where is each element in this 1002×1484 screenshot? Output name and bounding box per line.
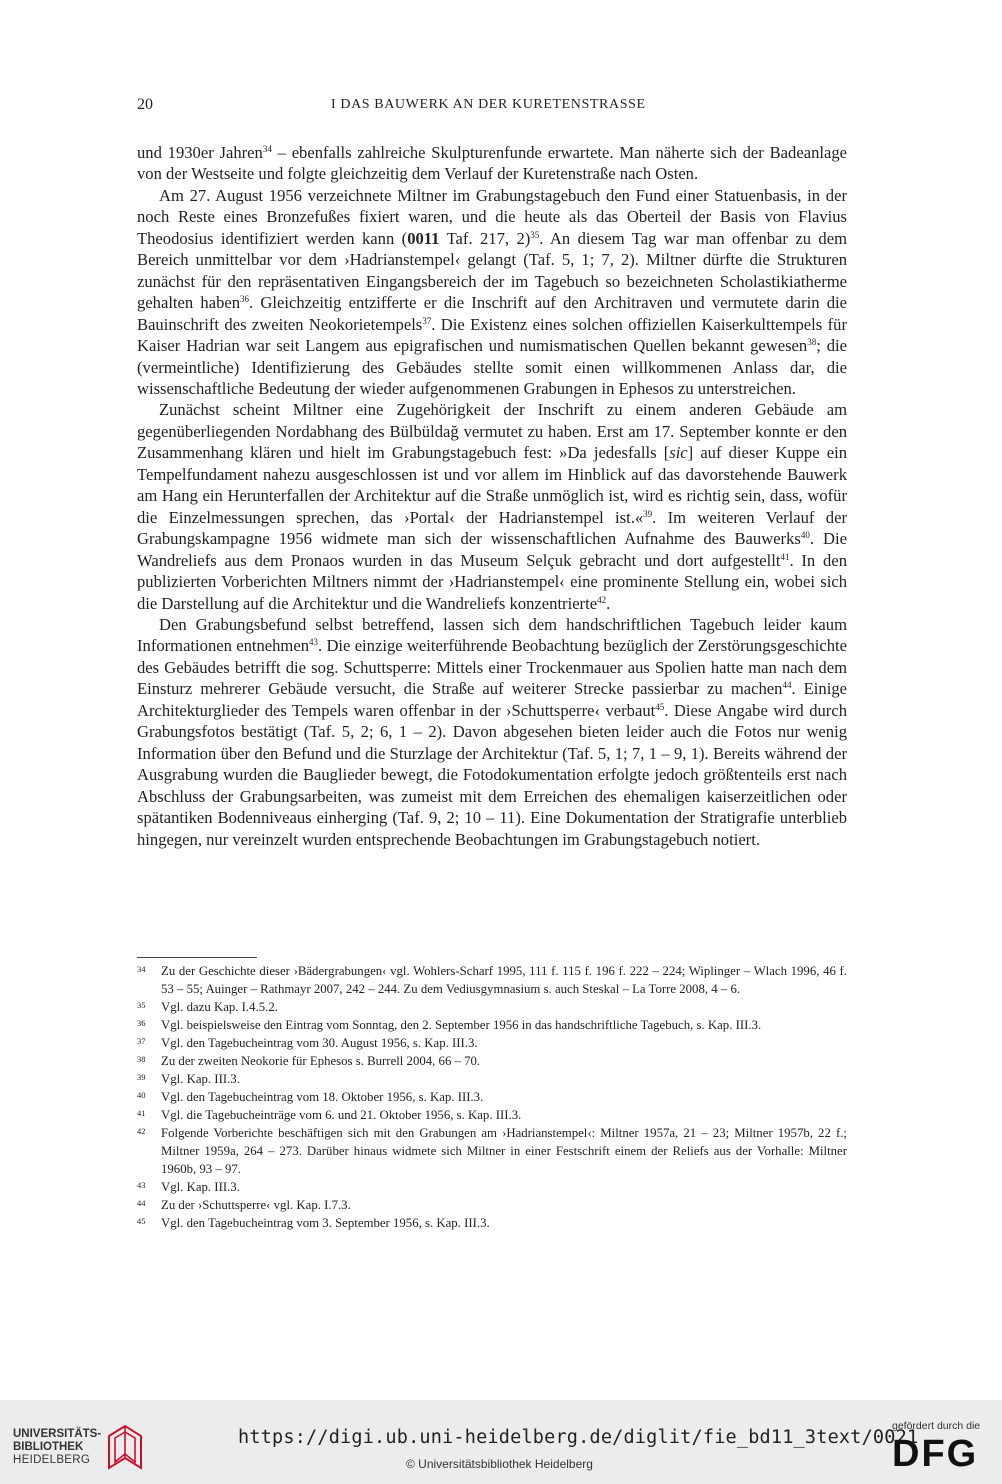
running-header: [137, 96, 847, 118]
text-run: Taf. 217, 2): [439, 228, 531, 248]
footnote-number: 35: [137, 1000, 146, 1010]
footnote-reference[interactable]: 45: [655, 701, 665, 712]
text-run: . An diesem Tag war man offenbar zu dem Bereich unmittelbar vor dem ›Hadrianstempel‹ gelangt (Taf. 5, 1; 7, 2). Miltner dürfte die Strukturen zunächst für den repräsentativen Eingangsbereich der im Tagebuch so bezeichneten Scholastikiatherme gehalten haben: [137, 228, 847, 313]
footnote-number: 36: [137, 1018, 146, 1028]
funder-tagline: gefördert durch die: [892, 1420, 981, 1432]
footnote-text: Vgl. den Tagebucheintrag vom 18. Oktober 1956, s. Kap. III.3.: [161, 1090, 484, 1104]
footnote-divider: [137, 957, 257, 958]
university-library-logo[interactable]: [13, 1422, 143, 1472]
text-run: . Einige Architekturglieder des Tempels waren offenbar in der ›Schuttsperre‹ verbaut: [137, 679, 847, 720]
footnote-39: [137, 1070, 847, 1088]
footnote-text: Folgende Vorberichte beschäftigen sich mit den Grabungen am ›Hadrianstempel‹: Miltner 1957a, 21 – 23; Miltner 1957b, 22 f.; Miltner 1959a, 264 – 273. Darüber hinaus widmete sich Miltner in einer Festschrift einem der Reliefs aus der Vorhalle: Miltner 1960b, 93 – 97.: [161, 1126, 847, 1176]
page-number: 20: [137, 96, 153, 113]
footnote-reference[interactable]: 43: [309, 637, 319, 648]
text-run: . Die Wandreliefs aus dem Pronaos wurden in das Museum Selçuk gebracht und dort aufgestellt: [137, 529, 847, 570]
footnote-reference[interactable]: 40: [800, 530, 810, 541]
library-name: UNIVERSITÄTS- BIBLIOTHEK HEIDELBERG: [13, 1428, 102, 1466]
catalogue-number: 0011: [407, 228, 440, 248]
body-paragraph: [137, 185, 847, 400]
footnote-number: 41: [137, 1108, 146, 1118]
footnote-number: 45: [137, 1216, 146, 1226]
footnote-37: [137, 1034, 847, 1052]
text-run: – ebenfalls zahlreiche Skulpturenfunde erwartete. Man näherte sich der Badeanlage von der Westseite und folgte gleichzeitig dem Verlauf der Kuretenstraße nach Osten.: [137, 143, 847, 184]
footnote-reference[interactable]: 38: [807, 337, 817, 348]
text-run: . In den publizierten Vorberichten Miltners nimmt der ›Hadrianstempel‹ eine prominente Stellung ein, wobei sich die Darstellung auf die Architektur und die Wandreliefs konzentrierte: [137, 550, 847, 613]
footnote-number: 44: [137, 1198, 146, 1208]
text-run: . Im weiteren Verlauf der Grabungskampagne 1956 widmete man sich der wissenschaftlichen Aufnahme des Bauwerks: [137, 507, 847, 549]
text-run: ; die (vermeintliche) Identifizierung des Gebäudes stellte somit einen willkommenen Anlass dar, die wissenschaftliche Bedeutung der wieder aufgenommenen Grabungen in Ephesos zu unterstreichen.: [137, 336, 848, 398]
footnote-text: Vgl. den Tagebucheintrag vom 3. September 1956, s. Kap. III.3.: [161, 1216, 490, 1230]
footnote-number: 43: [137, 1180, 146, 1190]
footnote-reference[interactable]: 36: [240, 294, 250, 305]
body-paragraph: [137, 142, 847, 185]
footnote-number: 38: [137, 1054, 146, 1064]
text-run: und 1930er Jahren: [137, 143, 263, 162]
footnote-reference[interactable]: 39: [643, 508, 653, 519]
dfg-logo[interactable]: [892, 1420, 992, 1474]
footnote-text: Vgl. dazu Kap. I.4.5.2.: [161, 1000, 278, 1014]
text-run: . Diese Angabe wird durch Grabungsfotos bestätigt (Taf. 5, 2; 6, 1 – 2). Davon abgesehen bieten leider auch die Fotos nur wenig Information über den Befund und die Sturzlage der Architektur (Taf. 5, 1; 7, 1 – 9, 1). Bereits während der Ausgrabung wurden die Bauglieder bewegt, die Fotodokumentation erfolgte jedoch größtenteils erst nach Abschluss der Grabungsarbeiten, was zumeist mit dem Erreichen des ehemaligen kaiserzeitlichen oder spätantiken Bodenniveaus einherging (Taf. 9, 2; 10 – 11). Eine Dokumentation der Stratigrafie unterblieb hingegen, nur vereinzelt wurden entsprechende Beobachtungen im Grabungstagebuch notiert.: [137, 700, 847, 849]
footnote-text: Zu der Geschichte dieser ›Bädergrabungen‹ vgl. Wohlers-Scharf 1995, 111 f. 115 f. 196 f. 222 – 224; Wiplinger – Wlach 1996, 46 f. 53 – 55; Auinger – Rathmayr 2007, 242 – 244. Zu dem Vediusgymnasium s. auch Steskal – La Torre 2008, 4 – 6.: [161, 964, 847, 996]
funder-name: DFG: [892, 1433, 979, 1475]
text-run: ] auf dieser Kuppe ein Tempelfundament nahezu ausgeschlossen ist und vor allem im Hinblick auf das davorstehende Bauwerk am Hang ein Herunterfallen der Architektur auf die Straße unmöglich ist, wird es richtig sein, dass, wofür die Einzelmessungen sprechen, das ›Portal‹ der Hadrianstempel ist.«: [137, 443, 847, 527]
footnote-45: [137, 1214, 847, 1232]
text-run: . Die Existenz eines solchen offiziellen Kaiserkulttempels für Kaiser Hadrian war seit Langem aus epigrafischen und numismatischen Quellen bekannt gewesen: [137, 314, 847, 356]
footnote-42: [137, 1124, 847, 1178]
body-paragraph: [137, 614, 847, 850]
footnote-text: Vgl. die Tagebucheinträge vom 6. und 21. Oktober 1956, s. Kap. III.3.: [161, 1108, 522, 1122]
footnote-reference[interactable]: 42: [597, 594, 607, 605]
footnote-text: Vgl. Kap. III.3.: [161, 1072, 240, 1086]
footnote-reference[interactable]: 44: [782, 680, 792, 691]
footnote-reference[interactable]: 34: [262, 144, 272, 154]
footnote-number: 39: [137, 1072, 146, 1082]
viewer-footer: [0, 1400, 1002, 1484]
footnote-text: Vgl. den Tagebucheintrag vom 30. August 1956, s. Kap. III.3.: [161, 1036, 478, 1050]
footnote-36: [137, 1016, 847, 1034]
footnote-number: 42: [137, 1126, 146, 1136]
footnote-text: Zu der ›Schuttsperre‹ vgl. Kap. I.7.3.: [161, 1198, 351, 1212]
footnote-34: [137, 962, 847, 998]
text-run: Den Grabungsbefund selbst betreffend, lassen sich dem handschriftlichen Tagebuch leider kaum Informationen entnehmen: [137, 614, 847, 656]
library-book-icon: [105, 1422, 145, 1472]
text-run: . Die einzige weiterführende Beobachtung bezüglich der Zerstörungsgeschichte des Gebäudes betrifft die sog. Schuttsperre: Mittels einer Trockenmauer aus Spolien hatte man nach dem Einsturz mehrerer Gebäude versucht, die Straße auf weiterer Strecke passierbar zu machen: [137, 636, 847, 699]
footnote-35: [137, 998, 847, 1016]
footnote-reference[interactable]: 37: [422, 315, 432, 326]
footnote-text: Zu der zweiten Neokorie für Ephesos s. Burrell 2004, 66 – 70.: [161, 1054, 481, 1068]
text-run: Zunächst scheint Miltner eine Zugehörigkeit der Inschrift zu einem anderen Gebäude am gegenüberliegenden Nordabhang des Bülbüldağ vermutet zu haben. Erst am 17. September konnte er den Zusammenhang klären und hielt im Grabungstagebuch fest: »Da jedesfalls [: [137, 400, 847, 463]
text-run: . Gleichzeitig entzifferte er die Inschrift auf den Architraven und vermutete darin die Bauinschrift des zweiten Neokorietempels: [137, 293, 847, 334]
text-run: Am 27. August 1956 verzeichnete Miltner im Grabungstagebuch den Fund einer Statuenbasis, in der noch Reste eines Bronzefußes fixiert waren, und die heute als das Oberteil der Basis von Flavius Theodosius identifiziert werden kann (: [137, 185, 847, 248]
footnote-38: [137, 1052, 847, 1070]
footnote-reference[interactable]: 35: [530, 229, 540, 240]
footnote-text: Vgl. Kap. III.3.: [161, 1180, 240, 1194]
footnotes: [137, 962, 847, 1232]
running-title: I DAS BAUWERK AN DER KURETENSTRASSE: [331, 97, 646, 112]
footnote-number: 40: [137, 1090, 146, 1100]
body-paragraph: [137, 399, 847, 614]
footnote-text: Vgl. beispielsweise den Eintrag vom Sonntag, den 2. September 1956 in das handschriftliche Tagebuch, s. Kap. III.3.: [161, 1018, 762, 1032]
footnote-number: 37: [137, 1036, 146, 1046]
copyright-notice: © Universitätsbibliothek Heidelberg: [406, 1457, 593, 1471]
text-run: .: [606, 593, 611, 613]
body-text: [137, 142, 847, 850]
footnote-reference[interactable]: 41: [780, 551, 790, 562]
page-url-link[interactable]: https://digi.ub.uni-heidelberg.de/diglit/fie_bd11_3text/0021: [238, 1427, 919, 1448]
italic-text: sic: [669, 443, 688, 463]
footnote-43: [137, 1178, 847, 1196]
footnote-40: [137, 1088, 847, 1106]
footnote-41: [137, 1106, 847, 1124]
footnote-44: [137, 1196, 847, 1214]
footnote-number: 34: [137, 964, 146, 974]
